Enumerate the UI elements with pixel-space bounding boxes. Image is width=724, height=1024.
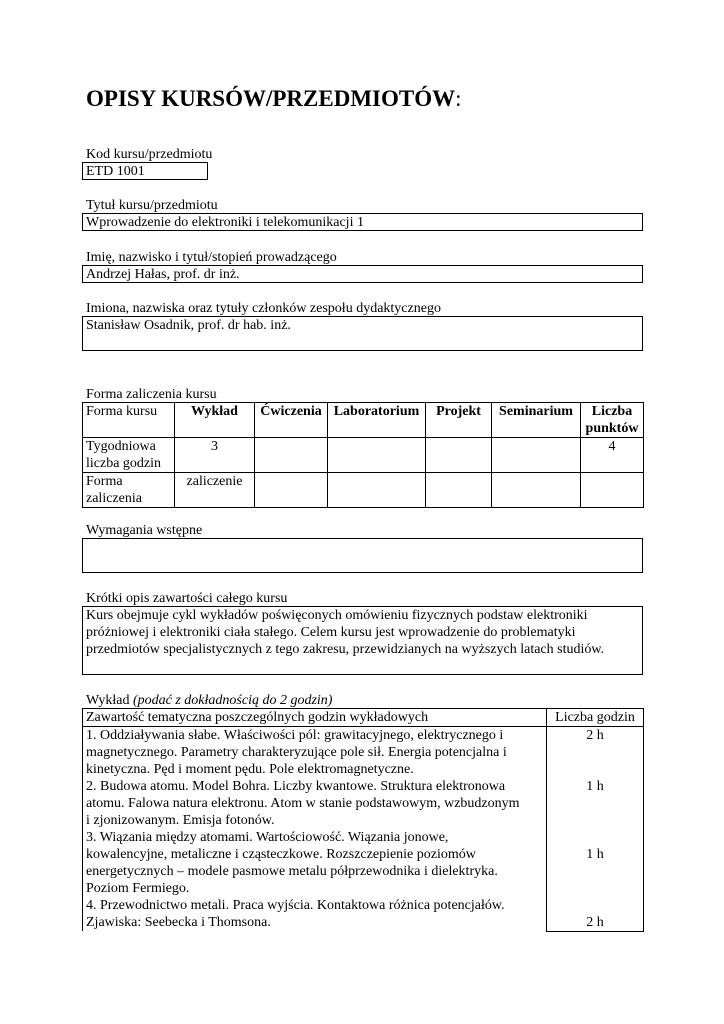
- cell-laboratory: [328, 438, 426, 473]
- lectures-label-note: (podać z dokładnością do 2 godzin): [132, 693, 333, 708]
- summary-field: [82, 606, 643, 675]
- assessment-table: [82, 402, 644, 508]
- cell-project: [426, 438, 492, 473]
- lecture-hours: 1 h: [586, 779, 604, 794]
- lecture-line: energetycznych – modele pasmowe metalu półprzewodnika i dielektryka.: [86, 864, 498, 879]
- header-project: Projekt: [426, 403, 492, 438]
- prerequisites-label: Wymagania wstępne: [86, 523, 203, 538]
- cell-exercises: [255, 473, 328, 508]
- header-points: [581, 403, 644, 438]
- lecture-hours: 1 h: [586, 847, 604, 862]
- lecture-line: 1. Oddziaływania słabe. Właściwości pól: grawitacyjnego, elektrycznego i: [86, 728, 504, 743]
- header-laboratory: Laboratorium: [328, 403, 426, 438]
- lecture-line: Poziom Fermiego.: [86, 881, 190, 896]
- cell-seminar: [492, 438, 581, 473]
- lecture-line: atomu. Falowa natura elektronu. Atom w stanie podstawowym, wzbudzonym: [86, 796, 520, 811]
- cell-points: 4: [581, 438, 644, 473]
- course-title-label: Tytuł kursu/przedmiotu: [86, 198, 218, 213]
- cell-project: [426, 473, 492, 508]
- row-label: [83, 473, 175, 508]
- header-seminar: Seminarium: [492, 403, 581, 438]
- page-title: [86, 84, 462, 114]
- lectures-header-row: [83, 709, 644, 727]
- header-points-line2: punktów: [585, 421, 639, 436]
- header-hours: Liczba godzin: [547, 709, 644, 727]
- lecture-line: kowalencyjne, metaliczne i cząsteczkowe. Rozszczepienie poziomów: [86, 847, 476, 862]
- page-title-text: OPISY KURSÓW/PRZEDMIOTÓW: [86, 86, 456, 111]
- table-row: [83, 473, 644, 508]
- lecture-hours: 2 h: [586, 728, 604, 743]
- row-label-line1: Forma: [86, 474, 123, 489]
- cell-laboratory: [328, 473, 426, 508]
- lecture-line: i zjonizowanym. Emisja fotonów.: [86, 813, 275, 828]
- lecture-hours-cell: [547, 727, 644, 932]
- lecturer-field: Andrzej Hałas, prof. dr inż.: [82, 265, 643, 283]
- table-row: [83, 727, 644, 932]
- lecture-line: 2. Budowa atomu. Model Bohra. Liczby kwantowe. Struktura elektronowa: [86, 779, 506, 794]
- course-title-field: Wprowadzenie do elektroniki i telekomunikacji 1: [82, 213, 643, 231]
- cell-lecture: 3: [175, 438, 255, 473]
- lecturer-label: Imię, nazwisko i tytuł/stopień prowadzącego: [86, 250, 337, 265]
- page-title-colon: :: [455, 86, 462, 111]
- lecture-line: 4. Przewodnictwo metali. Praca wyjścia. Kontaktowa różnica potencjałów.: [86, 898, 505, 913]
- header-form: Forma kursu: [83, 403, 175, 438]
- course-code-field: ETD 1001: [82, 162, 208, 180]
- lecture-line: 3. Wiązania między atomami. Wartościowość. Wiązania jonowe,: [86, 830, 449, 845]
- cell-exercises: [255, 438, 328, 473]
- row-label-line2: liczba godzin: [86, 456, 162, 471]
- lecture-hours: 2 h: [586, 915, 604, 930]
- cell-seminar: [492, 473, 581, 508]
- header-lecture: Wykład: [175, 403, 255, 438]
- assessment-label: Forma zaliczenia kursu: [86, 387, 217, 402]
- header-exercises: Ćwiczenia: [255, 403, 328, 438]
- lectures-table: [82, 708, 644, 932]
- team-field: Stanisław Osadnik, prof. dr hab. inż.: [82, 316, 643, 351]
- row-label-line1: Tygodniowa: [86, 439, 156, 454]
- table-row: [83, 438, 644, 473]
- cell-points: [581, 473, 644, 508]
- cell-lecture: zaliczenie: [175, 473, 255, 508]
- lecture-line: magnetycznego. Parametry charakteryzujące pole sił. Energia potencjalna i: [86, 745, 507, 760]
- course-code-label: Kod kursu/przedmiotu: [86, 147, 213, 162]
- row-label-line2: zaliczenia: [86, 491, 142, 506]
- prerequisites-field: [82, 538, 643, 573]
- team-label: Imiona, nazwiska oraz tytuły członków zespołu dydaktycznego: [86, 301, 441, 316]
- summary-line: przedmiotów specjalistycznych z tego zakresu, przewidzianych na wyższych latach studiów.: [86, 642, 605, 657]
- lecture-topic: [83, 727, 547, 932]
- lectures-label-text: Wykład: [86, 693, 130, 708]
- row-label: [83, 438, 175, 473]
- summary-line: próżniowej i elektroniki ciała stałego. Celem kursu jest wprowadzenie do problematyki: [86, 625, 576, 640]
- lecture-line: kinetyczna. Pęd i moment pędu. Pole elektromagnetyczne.: [86, 762, 414, 777]
- summary-label: Krótki opis zawartości całego kursu: [86, 591, 288, 606]
- header-points-line1: Liczba: [591, 404, 633, 419]
- lecture-line: Zjawiska: Seebecka i Thomsona.: [86, 915, 271, 930]
- lectures-label: [86, 692, 332, 709]
- header-content: Zawartość tematyczna poszczególnych godzin wykładowych: [83, 709, 547, 727]
- summary-line: Kurs obejmuje cykl wykładów poświęconych omówieniu fizycznych podstaw elektroniki: [86, 608, 588, 623]
- assessment-header-row: [83, 403, 644, 438]
